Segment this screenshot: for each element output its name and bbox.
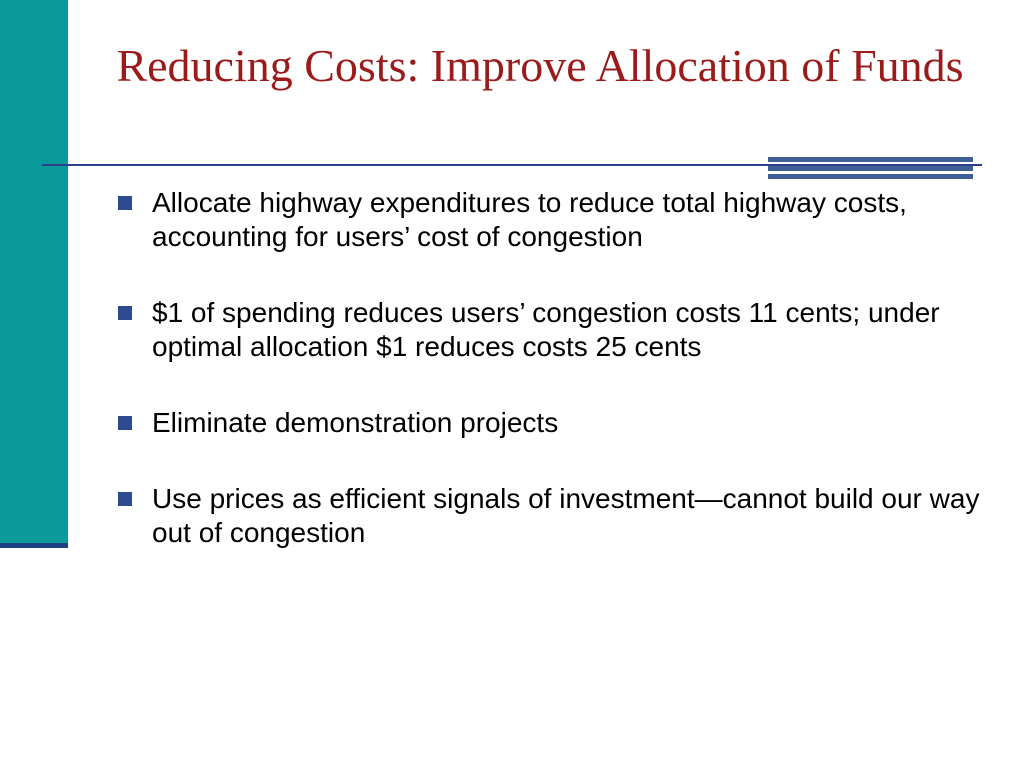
- accent-stripe-middle: [768, 166, 973, 171]
- bullet-text: $1 of spending reduces users’ congestion costs 11 cents; under optimal allocation $1 reduces costs 25 cents: [152, 297, 940, 362]
- square-bullet-icon: [118, 306, 132, 320]
- bullet-item: [112, 296, 992, 364]
- accent-stripe-top: [768, 157, 973, 162]
- slide-title: Reducing Costs: Improve Allocation of Funds: [116, 40, 964, 91]
- bullet-text: Allocate highway expenditures to reduce total highway costs, accounting for users’ cost of congestion: [152, 187, 907, 252]
- left-band-rule: [0, 543, 68, 548]
- accent-stripe-bottom: [768, 174, 973, 179]
- bullet-item: [112, 482, 992, 550]
- bullet-item: [112, 406, 992, 440]
- bullet-text: Use prices as efficient signals of investment—cannot build our way out of congestion: [152, 483, 980, 548]
- title-accent-bar: [768, 157, 973, 179]
- bullet-item: [112, 186, 992, 254]
- left-decorative-band: [0, 0, 68, 548]
- bullet-list: [112, 186, 992, 592]
- square-bullet-icon: [118, 492, 132, 506]
- bullet-text: Eliminate demonstration projects: [152, 407, 559, 438]
- square-bullet-icon: [118, 416, 132, 430]
- square-bullet-icon: [118, 196, 132, 210]
